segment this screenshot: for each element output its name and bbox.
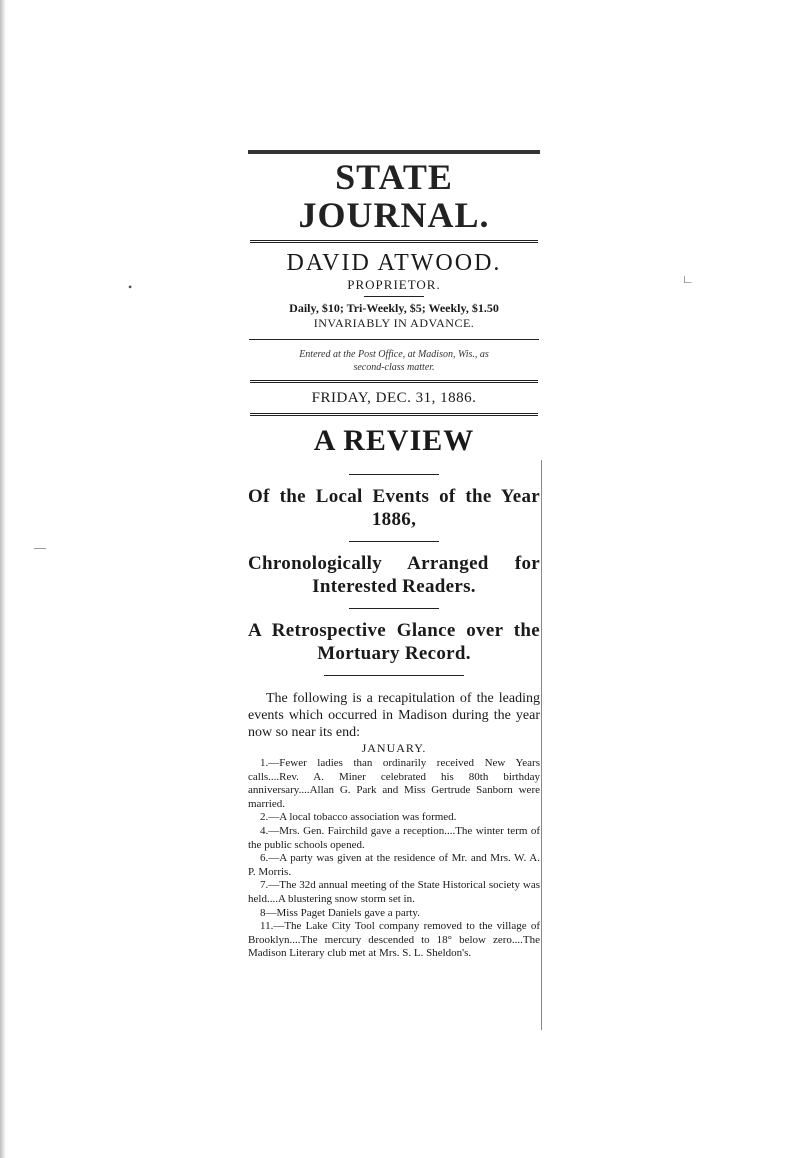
top-rule <box>248 150 540 154</box>
event-entry: 4.—Mrs. Gen. Fairchild gave a reception....The winter term of the public schools opened. <box>248 824 540 851</box>
subscription-terms: Daily, $10; Tri-Weekly, $5; Weekly, $1.50 <box>289 301 499 315</box>
article-lead: The following is a recapitulation of the leading events which occurred in Madison during the year now so near its end: <box>248 691 540 740</box>
event-entry: 6.—A party was given at the residence of Mr. and Mrs. W. A. P. Morris. <box>248 852 540 878</box>
article-headline: A REVIEW <box>313 424 475 457</box>
terms-rule <box>249 339 539 340</box>
postal-entry-line-1: Entered at the Post Office, at Madison, Wis., as <box>299 349 489 360</box>
deck-rule-2 <box>349 608 439 609</box>
masthead-title: STATE JOURNAL. <box>298 157 490 235</box>
page-edge-shadow <box>0 0 6 1158</box>
scan-speck: ∟ <box>682 272 694 286</box>
newspaper-clipping <box>248 150 540 961</box>
article-deck-2: Chronologically Arranged for Interested Readers. <box>248 553 540 597</box>
dateline-bottom-rule <box>250 413 538 416</box>
article-deck-3: A Retrospective Glance over the Mortuary Record. <box>248 620 540 664</box>
subscription-note: INVARIABLY IN ADVANCE. <box>313 316 475 330</box>
proprietor-name: DAVID ATWOOD. <box>286 250 502 276</box>
proprietor-rule <box>364 296 424 297</box>
masthead-rule <box>250 240 538 243</box>
scan-speck: • <box>128 280 133 294</box>
event-entry: 7.—The 32d annual meeting of the State Historical society was held....A blustering snow storm set in. <box>248 879 540 905</box>
column-rule <box>541 460 542 1030</box>
event-entry: 2.—A local tobacco association was formed. <box>260 811 457 824</box>
postal-entry-line-2: second-class matter. <box>353 362 435 373</box>
headline-rule <box>349 474 439 475</box>
event-entry: 11.—The Lake City Tool company removed to the village of Brooklyn....The mercury descended to 18° below zero....The Madison Literary club met at Mrs. S. L. Sheldon's. <box>248 920 540 960</box>
event-entry: 8—Miss Paget Daniels gave a party. <box>260 906 420 919</box>
proprietor-role: PROPRIETOR. <box>347 277 441 292</box>
deck-rule-3 <box>324 675 464 676</box>
dateline-top-rule <box>250 380 538 383</box>
article-deck-1: Of the Local Events of the Year 1886, <box>248 486 540 530</box>
scan-speck: — <box>34 540 46 554</box>
event-entry: 1.—Fewer ladies than ordinarily received New Years calls....Rev. A. Miner celebrated his 80th birthday anniversary....Allan G. Park and Miss Gertrude Sanborn were married. <box>248 757 540 810</box>
month-heading: JANUARY. <box>361 741 427 755</box>
postal-entry-notice <box>248 348 540 374</box>
deck-rule-1 <box>349 541 439 542</box>
event-list <box>248 757 540 961</box>
dateline: FRIDAY, DEC. 31, 1886. <box>311 390 477 406</box>
